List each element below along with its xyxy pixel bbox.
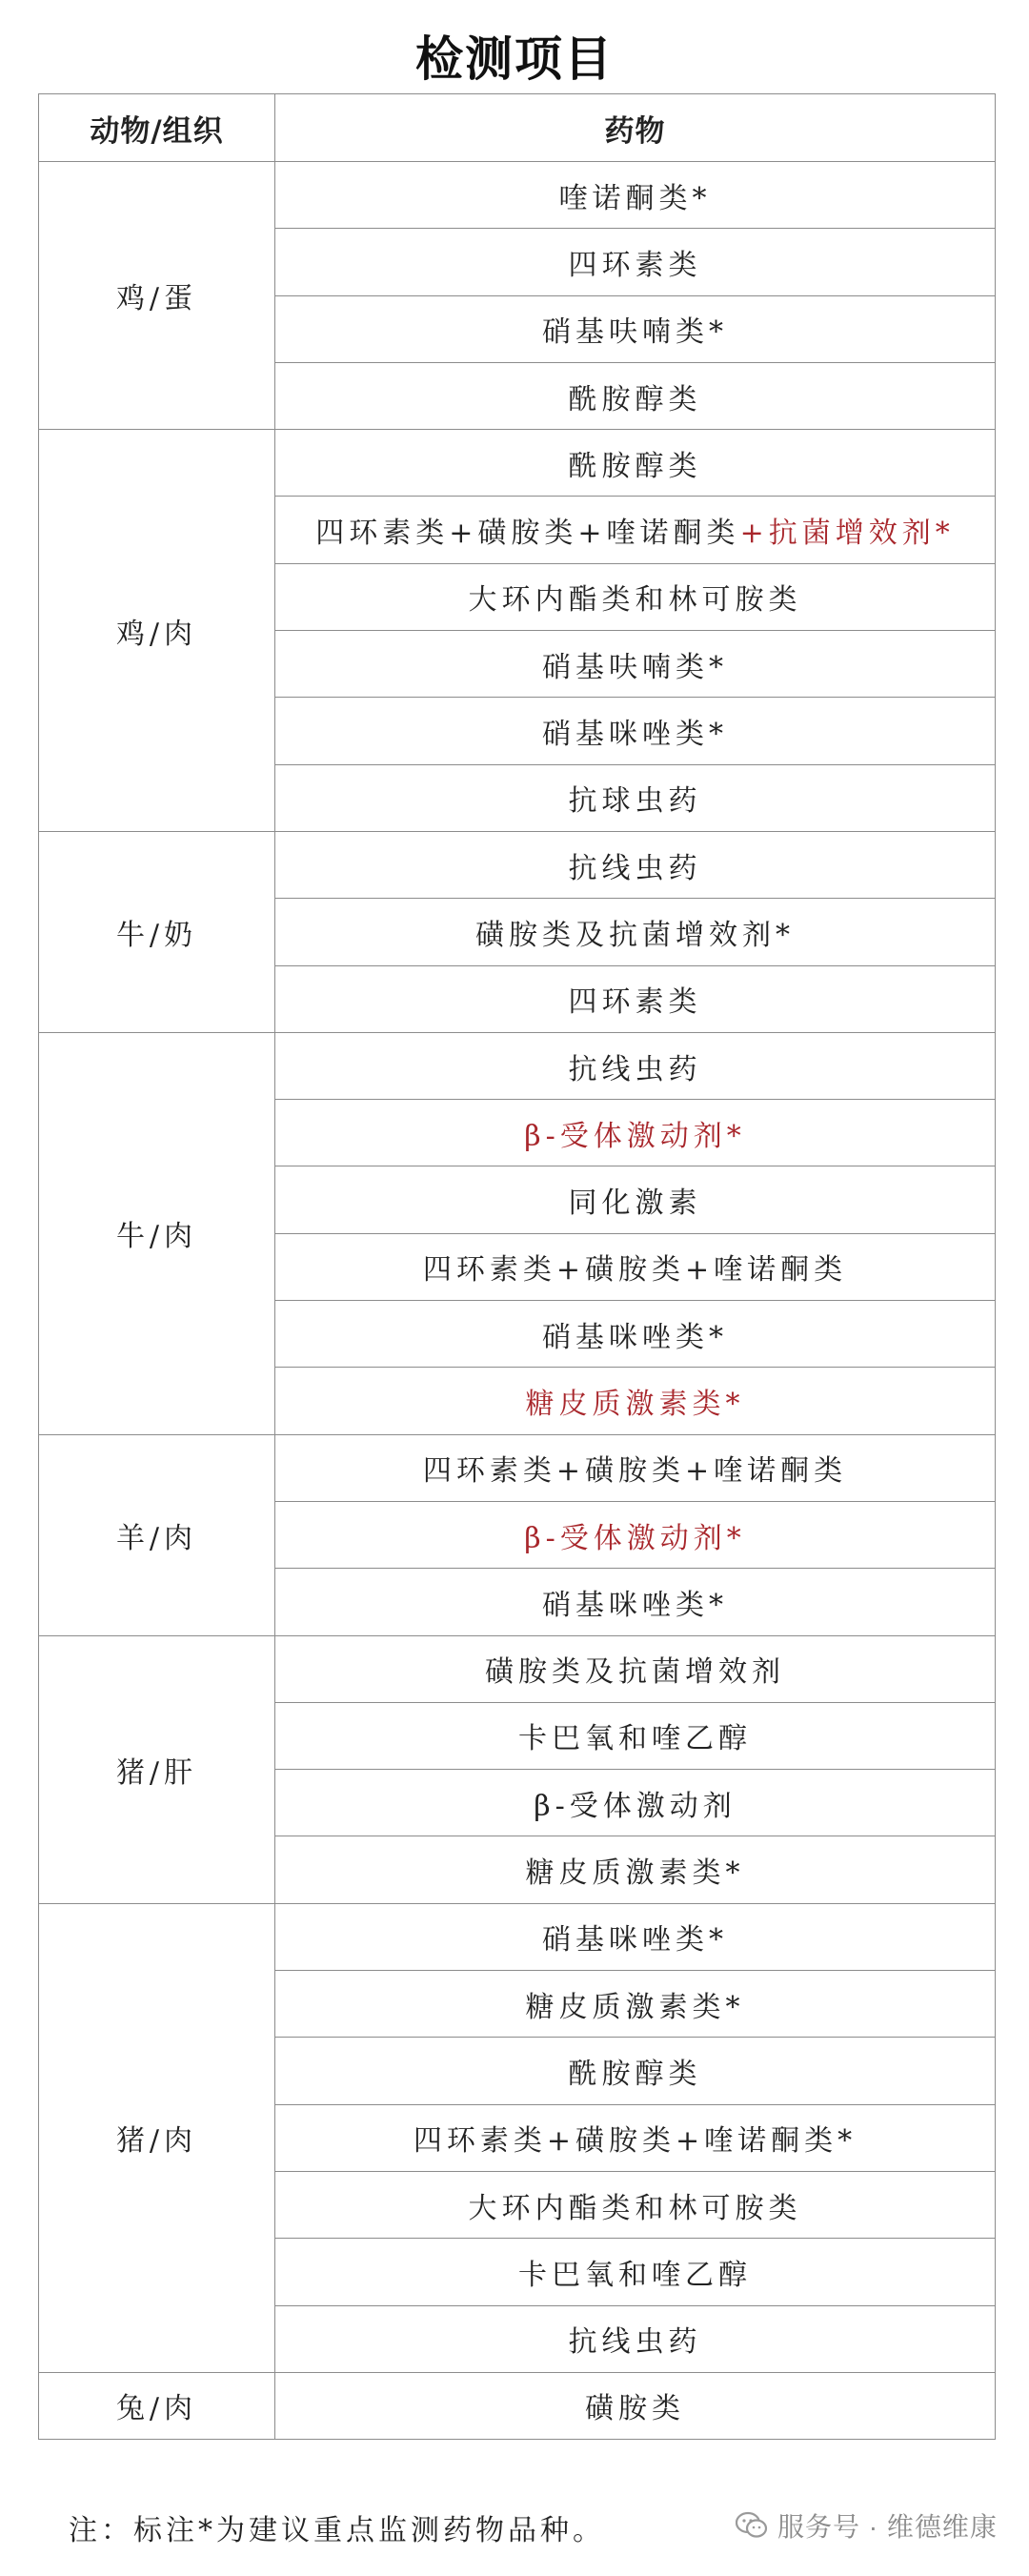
- drug-name: 酰胺醇类: [568, 2057, 702, 2091]
- drug-cell: [275, 2104, 996, 2171]
- watermark: [736, 2506, 998, 2545]
- drug-name: 抗线虫药: [568, 851, 702, 885]
- drug-name: 硝基呋喃类*: [542, 315, 728, 350]
- drug-name: 抗线虫药: [568, 1052, 702, 1086]
- drug-name: 卡巴氧和喹乙醇: [518, 2258, 752, 2292]
- drug-name: 硝基咪唑类*: [542, 718, 728, 752]
- drug-name: 酰胺醇类: [568, 449, 702, 483]
- drug-cell: [275, 362, 996, 429]
- drug-name: 卡巴氧和喹乙醇: [518, 1722, 752, 1756]
- drug-cell: [275, 162, 996, 229]
- drug-cell: [275, 497, 996, 563]
- animal-cell: 牛/奶: [39, 831, 275, 1032]
- drug-cell: [275, 831, 996, 898]
- drug-name: 四环素类+磺胺类+喹诺酮类: [315, 517, 740, 551]
- drug-name: 硝基咪唑类*: [542, 1588, 728, 1622]
- drug-cell: [275, 430, 996, 497]
- drug-cell: [275, 1100, 996, 1166]
- drug-name: 糖皮质激素类*: [525, 1387, 745, 1421]
- drug-name: 四环素类: [568, 248, 702, 282]
- header-drug: 药物: [275, 94, 996, 162]
- drug-name: 硝基咪唑类*: [542, 1320, 728, 1354]
- drug-name: 大环内酯类和林可胺类: [468, 2191, 802, 2225]
- drug-name: 糖皮质激素类*: [525, 1856, 745, 1891]
- drug-cell: [275, 1836, 996, 1903]
- drug-name: 抗线虫药: [568, 2325, 702, 2360]
- drug-name: 四环素类+磺胺类+喹诺酮类: [422, 1253, 848, 1288]
- drug-cell: [275, 1702, 996, 1769]
- drug-cell: [275, 1434, 996, 1501]
- drug-name: β-受体激动剂*: [524, 1119, 746, 1153]
- animal-cell: 鸡/肉: [39, 430, 275, 832]
- animal-cell: 猪/肝: [39, 1635, 275, 1903]
- table-body: [39, 162, 996, 2440]
- drug-cell: [275, 764, 996, 831]
- table-row: [39, 1032, 996, 1099]
- drug-cell: [275, 295, 996, 362]
- page-title: 检测项目: [415, 30, 614, 87]
- table-row: [39, 2372, 996, 2439]
- drug-name: 酰胺醇类: [568, 382, 702, 416]
- drug-name: 抗球虫药: [568, 784, 702, 819]
- table-row: [39, 1903, 996, 1970]
- drug-cell: [275, 1301, 996, 1368]
- drug-cell: [275, 899, 996, 965]
- table-row: [39, 831, 996, 898]
- header-animal: 动物/组织: [39, 94, 275, 162]
- drug-cell: [275, 1971, 996, 2038]
- drug-cell: [275, 2305, 996, 2372]
- detection-table: [38, 93, 996, 2440]
- drug-name: 磺胺类及抗菌增效剂: [485, 1655, 785, 1690]
- drug-cell: [275, 965, 996, 1032]
- drug-cell: [275, 1635, 996, 1702]
- animal-cell: 兔/肉: [39, 2372, 275, 2439]
- drug-cell: [275, 1501, 996, 1568]
- animal-cell: 牛/肉: [39, 1032, 275, 1434]
- drug-name: 四环素类+磺胺类+喹诺酮类*: [413, 2124, 858, 2159]
- drug-name-suffix: +抗菌增效剂*: [739, 517, 955, 551]
- drug-cell: [275, 1032, 996, 1099]
- wechat-icon: [736, 2511, 768, 2540]
- drug-cell: [275, 2239, 996, 2305]
- animal-cell: 猪/肉: [39, 1903, 275, 2372]
- drug-name: 大环内酯类和林可胺类: [468, 583, 802, 618]
- table-row: [39, 162, 996, 229]
- table-row: [39, 1434, 996, 1501]
- table-row: [39, 430, 996, 497]
- drug-cell: [275, 1368, 996, 1434]
- drug-cell: [275, 1569, 996, 1635]
- drug-cell: [275, 229, 996, 295]
- drug-name: 糖皮质激素类*: [525, 1990, 745, 2024]
- drug-cell: [275, 2372, 996, 2439]
- drug-name: 四环素类+磺胺类+喹诺酮类: [422, 1454, 848, 1489]
- drug-name: 四环素类: [568, 985, 702, 1020]
- drug-cell: [275, 698, 996, 764]
- drug-name: 磺胺类: [585, 2392, 685, 2426]
- table-header-row: [39, 94, 996, 162]
- drug-name: β-受体激动剂*: [524, 1521, 746, 1555]
- animal-cell: 羊/肉: [39, 1434, 275, 1635]
- drug-name: 磺胺类及抗菌增效剂*: [475, 918, 795, 952]
- drug-cell: [275, 1166, 996, 1233]
- drug-cell: [275, 2171, 996, 2238]
- drug-cell: [275, 631, 996, 698]
- drug-name: β-受体激动剂: [534, 1789, 736, 1823]
- drug-name: 喹诺酮类*: [558, 181, 712, 215]
- drug-cell: [275, 1903, 996, 1970]
- drug-name: 硝基呋喃类*: [542, 650, 728, 684]
- drug-name: 同化激素: [568, 1187, 702, 1221]
- drug-cell: [275, 2038, 996, 2104]
- drug-cell: [275, 1233, 996, 1300]
- footnote: 注：标注*为建议重点监测药物品种。: [69, 2514, 605, 2547]
- drug-name: 硝基咪唑类*: [542, 1923, 728, 1957]
- watermark-text: 服务号 · 维德维康: [777, 2512, 998, 2542]
- drug-cell: [275, 563, 996, 630]
- table-row: [39, 1635, 996, 1702]
- animal-cell: 鸡/蛋: [39, 162, 275, 430]
- drug-cell: [275, 1770, 996, 1836]
